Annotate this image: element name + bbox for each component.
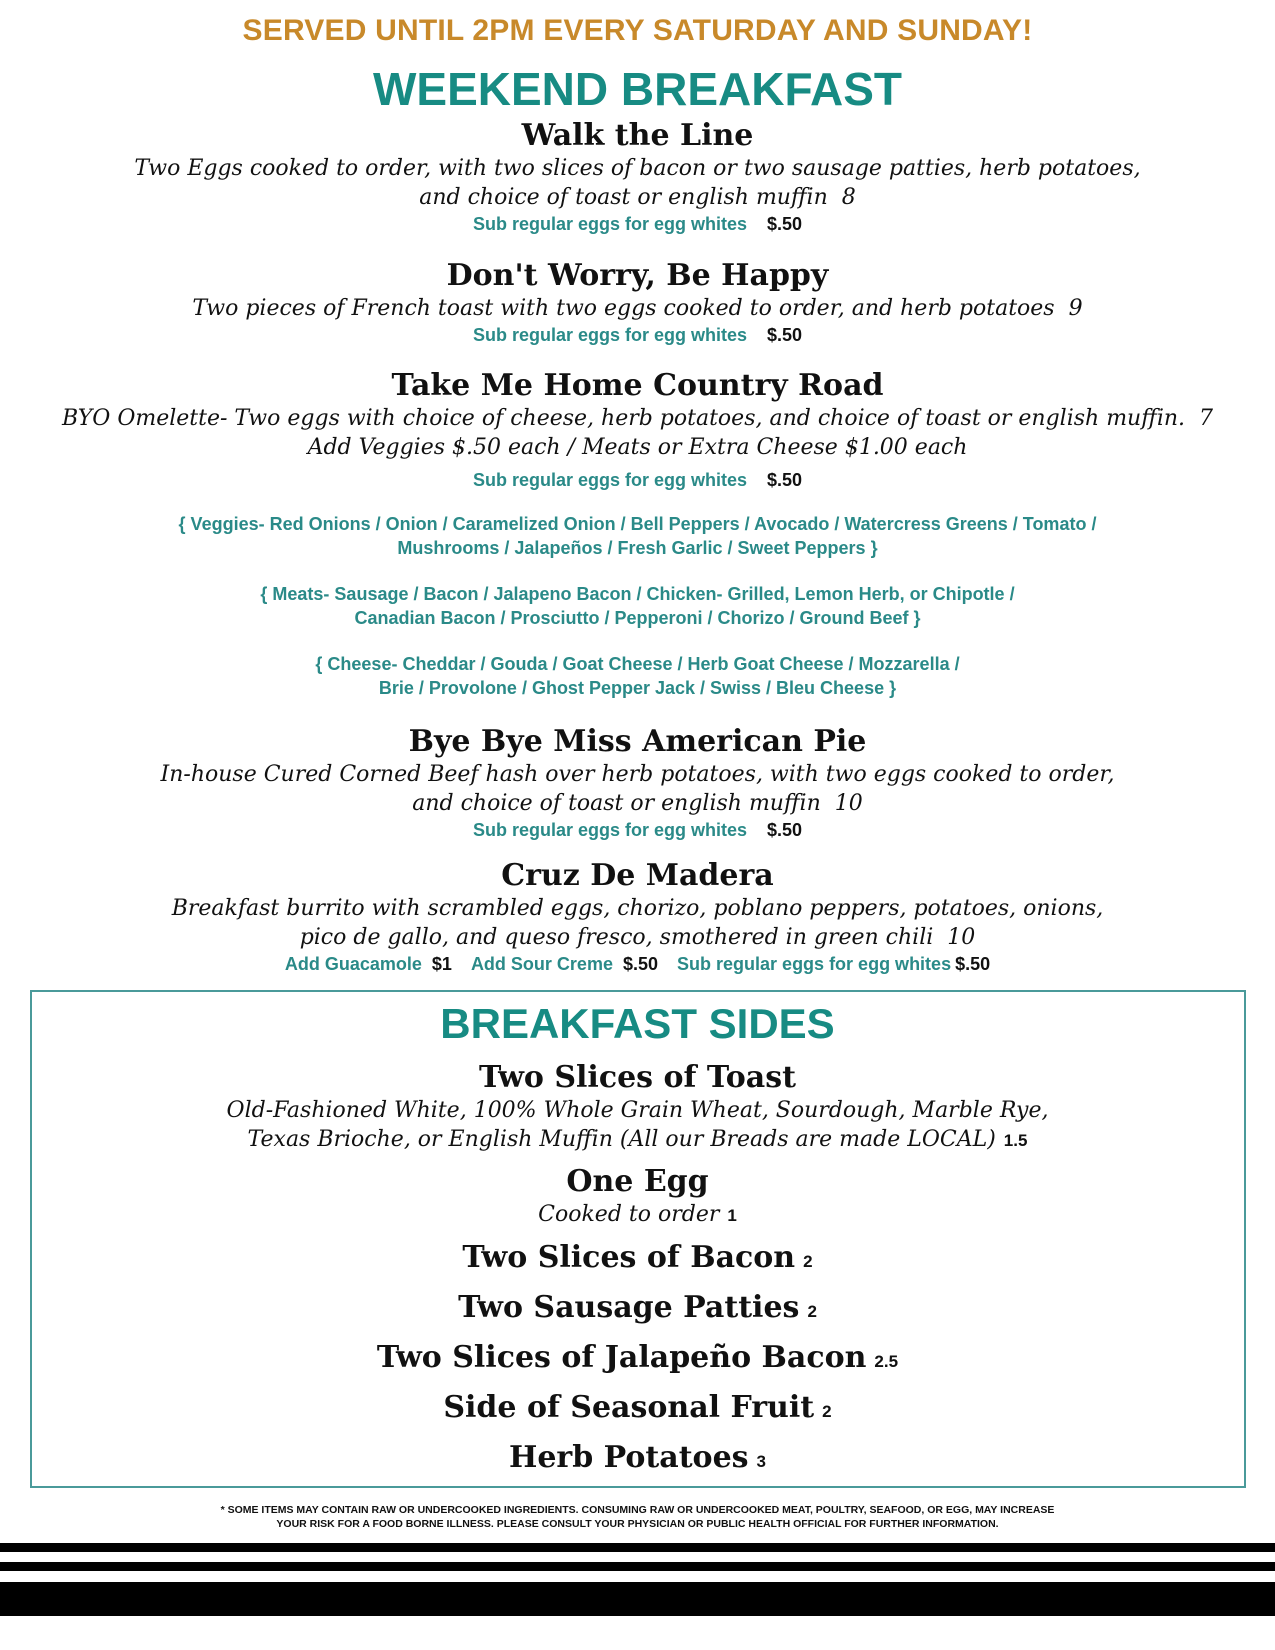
item-description-text: Two pieces of French toast with two eggs cooked to order, and herb potatoes: [192, 296, 1055, 321]
item-modifier: [0, 468, 1275, 492]
veggie-options: [0, 512, 1275, 560]
side-description-text: Cooked to order: [538, 1202, 720, 1227]
modifier-price-guacamole: $1: [431, 954, 452, 974]
food-safety-disclaimer: [0, 1503, 1275, 1531]
item-description: [0, 404, 1275, 433]
item-modifier: [0, 323, 1275, 347]
menu-item-cruz-de-madera: [0, 858, 1275, 976]
footer-stripe-3: [0, 1582, 1275, 1616]
item-name: Don't Worry, Be Happy: [446, 258, 829, 293]
side-price: 2: [803, 1252, 813, 1271]
item-name: Walk the Line: [521, 118, 754, 153]
side-price: 2.5: [874, 1352, 899, 1371]
item-addons-note: Add Veggies $.50 each / Meats or Extra Cheese $1.00 each: [307, 435, 968, 460]
side-name: Two Sausage Patties: [458, 1290, 800, 1325]
item-price: 7: [1199, 406, 1214, 431]
modifier-label-egg-whites: Sub regular eggs for egg whites: [677, 954, 952, 974]
side-description: [0, 1200, 1275, 1230]
side-name: Side of Seasonal Fruit: [443, 1390, 815, 1425]
item-name: Take Me Home Country Road: [391, 368, 884, 403]
modifier-price: $.50: [767, 214, 803, 234]
item-modifier: [0, 212, 1275, 236]
side-name-row: [0, 1390, 1275, 1430]
menu-item-walk-the-line: [0, 118, 1275, 236]
cheese-options-line1: { Cheese- Cheddar / Gouda / Goat Cheese / Herb Goat Cheese / Mozzarella /: [315, 654, 960, 674]
breakfast-sides-title: BREAKFAST SIDES: [440, 1000, 835, 1047]
modifier-label: Sub regular eggs for egg whites: [472, 325, 747, 345]
served-hours-banner: SERVED UNTIL 2PM EVERY SATURDAY AND SUNDAY!: [242, 14, 1033, 47]
side-two-slices-of-toast: [0, 1060, 1275, 1155]
item-description: In-house Cured Corned Beef hash over herb potatoes, with two eggs cooked to order,: [160, 762, 1115, 787]
item-description-text: and choice of toast or english muffin: [419, 185, 828, 210]
modifier-price-egg-whites: $.50: [955, 954, 991, 974]
item-description-text: pico de gallo, and queso fresco, smothered in green chili: [299, 925, 934, 950]
side-name-row: [0, 1340, 1275, 1380]
side-name: Two Slices of Jalapeño Bacon: [376, 1340, 867, 1375]
cheese-options-line2: Brie / Provolone / Ghost Pepper Jack / Swiss / Bleu Cheese }: [378, 678, 897, 698]
modifier-price: $.50: [767, 820, 803, 840]
modifier-price: $.50: [767, 325, 803, 345]
side-price: 2: [822, 1402, 832, 1421]
menu-item-take-me-home-country-road: [0, 368, 1275, 492]
item-description-line2: [0, 183, 1275, 212]
side-one-egg: [0, 1164, 1275, 1230]
veggie-options-line1: { Veggies- Red Onions / Onion / Caramelized Onion / Bell Peppers / Avocado / Watercress Greens / Tomato /: [178, 514, 1097, 534]
side-name: Two Slices of Bacon: [462, 1240, 796, 1275]
menu-item-bye-bye-miss-american-pie: [0, 724, 1275, 842]
item-description-text: and choice of toast or english muffin: [412, 791, 821, 816]
item-modifiers: [0, 952, 1275, 976]
item-price: 10: [947, 925, 976, 950]
side-price: 3: [756, 1452, 767, 1471]
item-description-line2: [0, 789, 1275, 818]
meat-options: [0, 582, 1275, 630]
item-name: Bye Bye Miss American Pie: [408, 724, 867, 759]
side-seasonal-fruit: [0, 1390, 1275, 1430]
side-description-line2: [0, 1125, 1275, 1155]
side-name: One Egg: [566, 1164, 709, 1199]
side-name-row: [0, 1240, 1275, 1280]
side-name-row: [0, 1440, 1275, 1480]
item-description-text: BYO Omelette- Two eggs with choice of cheese, herb potatoes, and choice of toast or english muffin.: [61, 406, 1186, 431]
item-description: Breakfast burrito with scrambled eggs, chorizo, poblano peppers, potatoes, onions,: [171, 896, 1104, 921]
side-name-row: [0, 1290, 1275, 1330]
meat-options-line1: { Meats- Sausage / Bacon / Jalapeno Bacon / Chicken- Grilled, Lemon Herb, or Chipotle /: [260, 584, 1015, 604]
menu-item-dont-worry-be-happy: [0, 258, 1275, 347]
modifier-label: Sub regular eggs for egg whites: [472, 470, 747, 490]
footer-stripe-2: [0, 1562, 1275, 1571]
footer-stripe-1: [0, 1543, 1275, 1552]
item-price: 8: [841, 185, 856, 210]
modifier-price-sour-creme: $.50: [622, 954, 659, 974]
side-two-sausage-patties: [0, 1290, 1275, 1330]
side-two-slices-of-bacon: [0, 1240, 1275, 1280]
modifier-label: Sub regular eggs for egg whites: [472, 214, 747, 234]
item-description: Two Eggs cooked to order, with two slices of bacon or two sausage patties, herb potatoes,: [134, 156, 1141, 181]
side-description: Old-Fashioned White, 100% Whole Grain Wheat, Sourdough, Marble Rye,: [226, 1098, 1049, 1123]
side-description-text: Texas Brioche, or English Muffin (All our Breads are made LOCAL): [247, 1127, 996, 1152]
side-name: Herb Potatoes: [508, 1440, 749, 1475]
side-price: 1.5: [1003, 1131, 1028, 1150]
item-price: 9: [1068, 296, 1083, 321]
item-price: 10: [834, 791, 863, 816]
item-modifier: [0, 818, 1275, 842]
item-description: [0, 294, 1275, 323]
modifier-label-guacamole: Add Guacamole: [284, 954, 422, 974]
meat-options-line2: Canadian Bacon / Prosciutto / Pepperoni / Chorizo / Ground Beef }: [354, 608, 921, 628]
veggie-options-line2: Mushrooms / Jalapeños / Fresh Garlic / Sweet Peppers }: [397, 538, 878, 558]
item-name: Cruz De Madera: [501, 858, 774, 893]
side-price: 1: [727, 1206, 737, 1225]
side-two-slices-of-jalapeno-bacon: [0, 1340, 1275, 1380]
disclaimer-line2: YOUR RISK FOR A FOOD BORNE ILLNESS. PLEASE CONSULT YOUR PHYSICIAN OR PUBLIC HEALTH OFFICIAL FOR FURTHER INFORMATION.: [276, 1518, 999, 1530]
modifier-price: $.50: [767, 470, 803, 490]
side-name: Two Slices of Toast: [479, 1060, 796, 1095]
disclaimer-line1: * SOME ITEMS MAY CONTAIN RAW OR UNDERCOOKED INGREDIENTS. CONSUMING RAW OR UNDERCOOKED MEAT, POULTRY, SEAFOOD, OR EGG, MAY INCREASE: [220, 1504, 1055, 1516]
side-herb-potatoes: [0, 1440, 1275, 1480]
side-price: 2: [807, 1302, 817, 1321]
modifier-label: Sub regular eggs for egg whites: [472, 820, 747, 840]
cheese-options: [0, 652, 1275, 700]
menu-title: WEEKEND BREAKFAST: [372, 63, 903, 115]
modifier-label-sour-creme: Add Sour Creme: [470, 954, 613, 974]
item-description-line2: [0, 923, 1275, 952]
